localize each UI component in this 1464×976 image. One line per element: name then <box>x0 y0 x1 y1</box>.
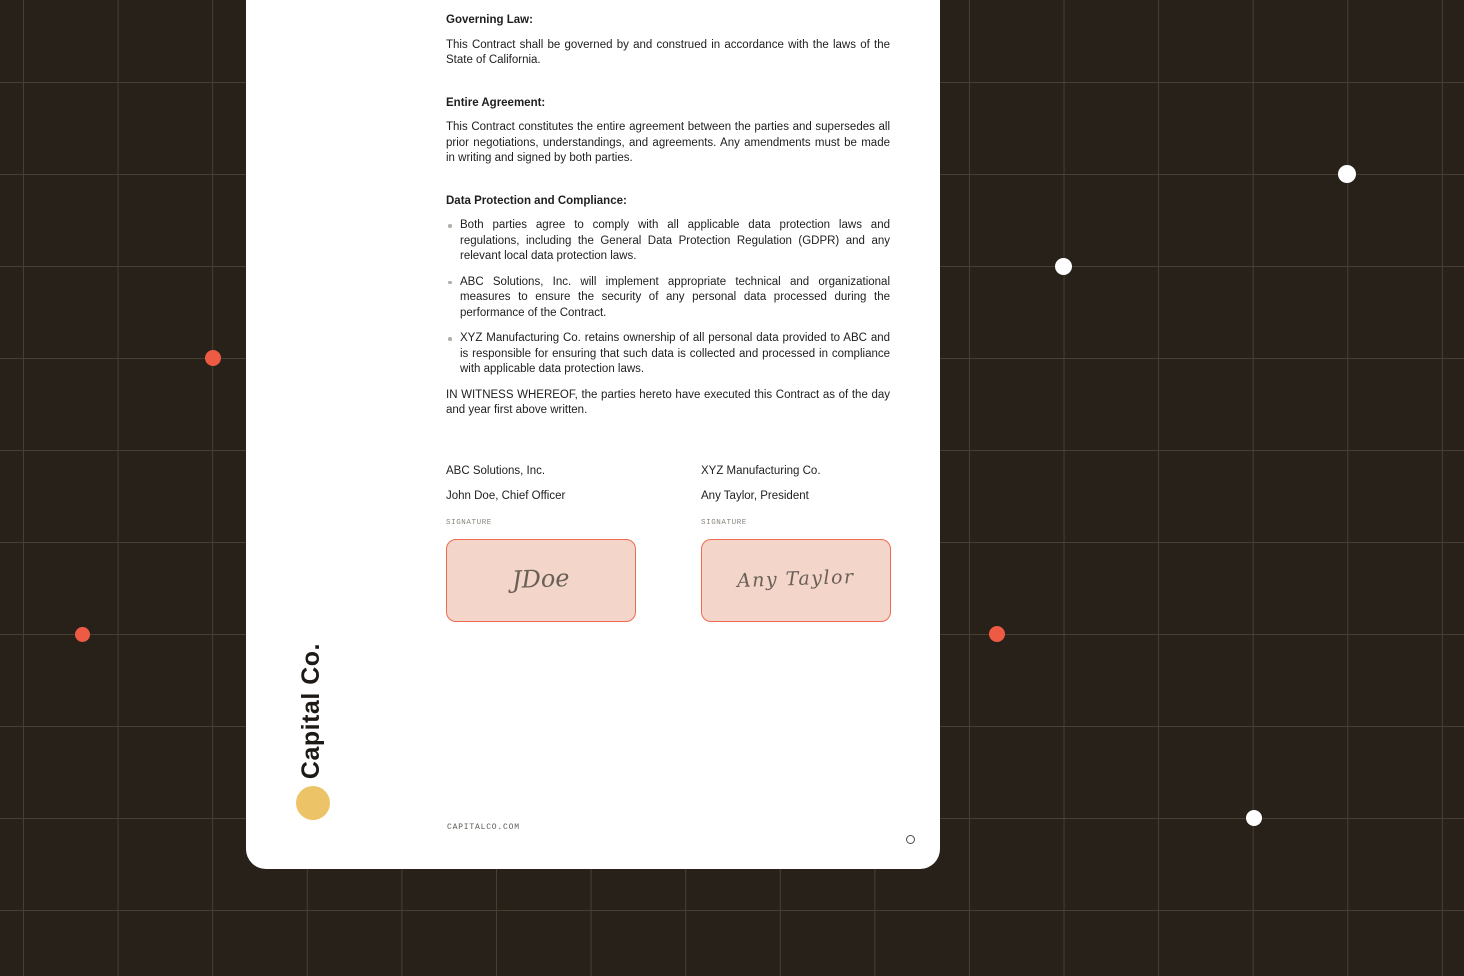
section-paragraph: This Contract constitutes the entire agreement between the parties and supersedes all prior negotiations, understandings, and agreements. Any amendments must be made in writing and signed by both parties. <box>446 121 890 164</box>
signatory-company: XYZ Manufacturing Co. <box>701 464 821 477</box>
bullet-icon <box>448 281 452 285</box>
section-data-protection <box>446 194 890 378</box>
red-dot <box>989 626 1005 642</box>
signatory-company: ABC Solutions, Inc. <box>446 464 546 477</box>
signatory-officer: Any Taylor, President <box>701 490 809 502</box>
bullet-text: XYZ Manufacturing Co. retains ownership of all personal data provided to ABC and is responsible for ensuring that such data is collected and processed in compliance with applicable data protection laws. <box>460 332 890 375</box>
witness-clause: IN WITNESS WHEREOF, the parties hereto have executed this Contract as of the day and year first above written. <box>446 388 890 416</box>
list-item <box>446 218 890 265</box>
white-dot <box>1338 165 1356 183</box>
red-dot <box>205 350 221 366</box>
white-dot <box>1055 258 1072 275</box>
signatory-abc-solutions <box>446 464 636 622</box>
bullet-text: Both parties agree to comply with all applicable data protection laws and regulations, including the General Data Protection Regulation (GDPR) and any relevant local data protection laws. <box>460 219 890 262</box>
section-heading: Governing Law: <box>446 14 533 26</box>
section-heading: Data Protection and Compliance: <box>446 194 627 207</box>
bullet-icon <box>448 337 452 341</box>
signature-field-abc[interactable] <box>446 539 636 622</box>
brand-circle-icon <box>296 786 330 820</box>
page-indicator-icon <box>906 835 915 844</box>
signature-label: SIGNATURE <box>446 518 492 527</box>
contract-body <box>246 0 940 869</box>
list-item <box>446 331 890 378</box>
signatory-officer: John Doe, Chief Officer <box>446 490 566 502</box>
footer-website: CAPITALCO.COM <box>447 823 520 832</box>
signatory-block <box>446 464 890 622</box>
bullet-icon <box>448 224 452 228</box>
red-dot <box>75 627 90 642</box>
section-heading: Entire Agreement: <box>446 96 546 109</box>
signature-handwriting: JDoe <box>511 564 571 595</box>
signature-handwriting: Any Taylor <box>736 566 856 593</box>
signature-field-xyz[interactable] <box>701 539 891 622</box>
section-paragraph: This Contract shall be governed by and construed in accordance with the laws of the State of California. <box>446 38 890 66</box>
section-entire-agreement <box>446 96 890 167</box>
brand-logo-vertical <box>290 643 332 783</box>
signatory-xyz-manufacturing <box>701 464 891 622</box>
white-dot <box>1246 810 1262 826</box>
section-governing-law <box>446 13 890 69</box>
brand-name: Capital Co. <box>296 643 325 780</box>
bullet-list <box>446 218 890 378</box>
contract-document-page <box>246 0 940 869</box>
bullet-text: ABC Solutions, Inc. will implement appropriate technical and organizational measures to ensure the security of any personal data processed during the performance of the Contract. <box>460 275 890 319</box>
signature-label: SIGNATURE <box>701 518 747 527</box>
list-item <box>446 275 890 322</box>
